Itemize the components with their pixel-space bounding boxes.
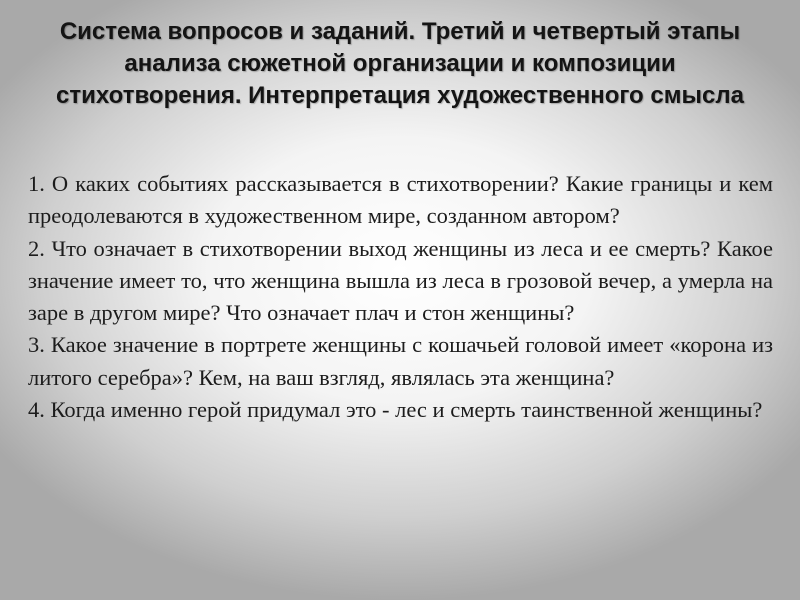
question-item-4: 4. Когда именно герой придумал это - лес и смерть таинственной женщины? bbox=[28, 397, 763, 423]
question-item-1: 1. О каких событиях рассказывается в стихотворении? Какие границы и кем преодолеваются в художественном мире, созданном автором? bbox=[28, 171, 773, 229]
slide-title: Система вопросов и заданий. Третий и четвертый этапы анализа сюжетной организации и композиции стихотворения. Интерпретация художественного смысла bbox=[56, 18, 744, 109]
questions-list bbox=[28, 168, 773, 426]
question-item-2: 2. Что означает в стихотворении выход женщины из леса и ее смерть? Какое значение имеет то, что женщина вышла из леса в грозовой вечер, а умерла на заре в другом мире? Что означает плач и стон женщины? bbox=[28, 235, 773, 326]
question-item-3: 3. Какое значение в портрете женщины с кошачьей головой имеет «корона из литого серебра»? Кем, на ваш взгляд, являлась эта женщина? bbox=[28, 332, 773, 390]
